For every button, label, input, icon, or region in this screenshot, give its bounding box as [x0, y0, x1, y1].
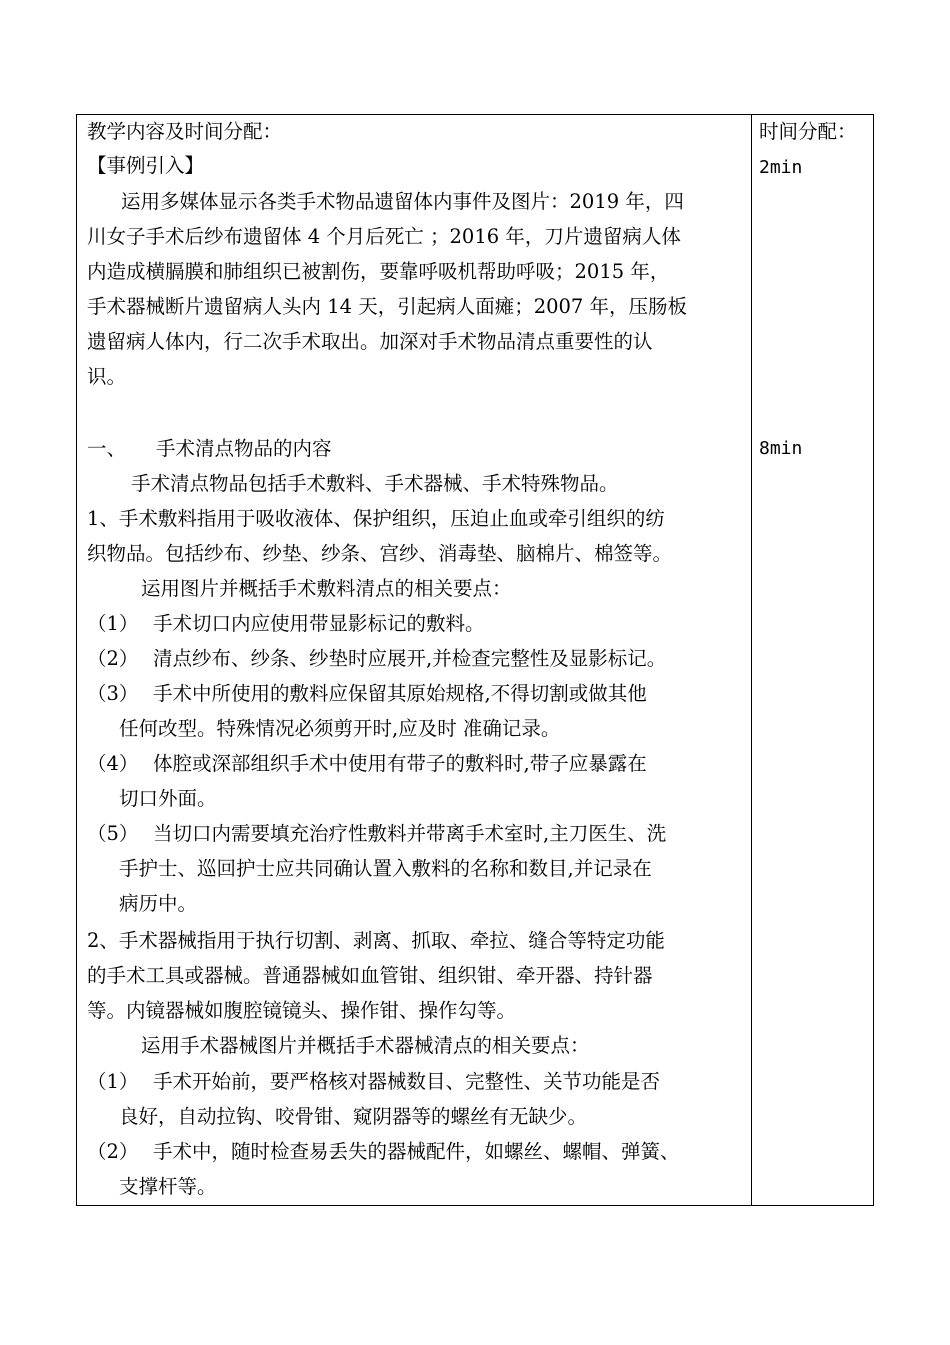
- intro-line: 手术器械断片遗留病人头内 14 天，引起病人面瘫；2007 年，压肠板: [87, 295, 688, 318]
- item-line: 手术开始前，要严格核对器械数目、完整性、关节功能是否: [153, 1070, 661, 1093]
- item-line: 支撑杆等。: [119, 1175, 217, 1198]
- dressing-line: 织物品。包括纱布、纱垫、纱条、宫纱、消毒垫、脑棉片、棉签等。: [87, 542, 673, 565]
- section1-time: 8min: [759, 438, 803, 459]
- section1-number: 一、: [87, 437, 127, 460]
- intro-line: 内造成横膈膜和肺组织已被割伤，要靠呼吸机帮助呼吸；2015 年，: [87, 260, 670, 283]
- item-number: （4）: [87, 752, 139, 775]
- section1-summary: 手术清点物品包括手术敷料、手术器械、手术特殊物品。: [131, 472, 619, 495]
- intro-time: 2min: [759, 157, 803, 178]
- instruments-line: 的手术工具或器械。普通器械如血管钳、组织钳、牵开器、持针器: [87, 964, 653, 987]
- dressing-points-intro: 运用图片并概括手术敷料清点的相关要点：: [141, 577, 512, 600]
- item-number: （3）: [87, 682, 139, 705]
- intro-line: 川女子手术后纱布遗留体 4 个月后死亡 ；2016 年，刀片遗留病人体: [87, 225, 681, 248]
- content-title: 教学内容及时间分配：: [87, 120, 283, 143]
- column-divider: [751, 115, 752, 1205]
- item-line: 切口外面。: [119, 787, 217, 810]
- item-line: 手术切口内应使用带显影标记的敷料。: [153, 612, 485, 635]
- item-number: （5）: [87, 822, 139, 845]
- item-number: （1）: [87, 1070, 139, 1093]
- instruments-line: 等。内镜器械如腹腔镜镜头、操作钳、操作勾等。: [87, 999, 517, 1022]
- instruments-points-intro: 运用手术器械图片并概括手术器械清点的相关要点：: [141, 1034, 590, 1057]
- section1-heading: [87, 432, 332, 466]
- instruments-line: 2、手术器械指用于执行切割、剥离、抓取、牵拉、缝合等特定功能: [87, 929, 665, 952]
- item-line: 手术中所使用的敷料应保留其原始规格,不得切割或做其他: [153, 682, 647, 705]
- item-line: 当切口内需要填充治疗性敷料并带离手术室时,主刀医生、洗: [153, 822, 667, 845]
- item-line: 手护士、巡回护士应共同确认置入敷料的名称和数目,并记录在: [119, 857, 652, 880]
- item-line: 良好，自动拉钩、咬骨钳、窥阴器等的螺丝有无缺少。: [119, 1105, 588, 1128]
- section1-title: 手术清点物品的内容: [156, 437, 332, 460]
- time-title: 时间分配：: [759, 120, 857, 143]
- dressing-line: 1、手术敷料指用于吸收液体、保护组织，压迫止血或牵引组织的纺: [87, 507, 665, 530]
- item-number: （2）: [87, 1140, 139, 1163]
- item-line: 手术中，随时检查易丢失的器械配件，如螺丝、螺帽、弹簧、: [153, 1140, 680, 1163]
- item-number: （2）: [87, 647, 139, 670]
- intro-line: 运用多媒体显示各类手术物品遗留体内事件及图片：2019 年，四: [121, 190, 684, 213]
- item-number: （1）: [87, 612, 139, 635]
- item-line: 体腔或深部组织手术中使用有带子的敷料时,带子应暴露在: [153, 752, 647, 775]
- intro-line: 遗留病人体内，行二次手术取出。加深对手术物品清点重要性的认: [87, 330, 653, 353]
- lesson-table: [76, 114, 874, 1206]
- item-line: 清点纱布、纱条、纱垫时应展开,并检查完整性及显影标记。: [153, 647, 667, 670]
- intro-section-label: 【事例引入】: [87, 154, 205, 177]
- intro-line: 识。: [87, 365, 127, 388]
- item-line: 病历中。: [119, 892, 198, 915]
- item-line: 任何改型。特殊情况必须剪开时,应及时 准确记录。: [119, 717, 561, 740]
